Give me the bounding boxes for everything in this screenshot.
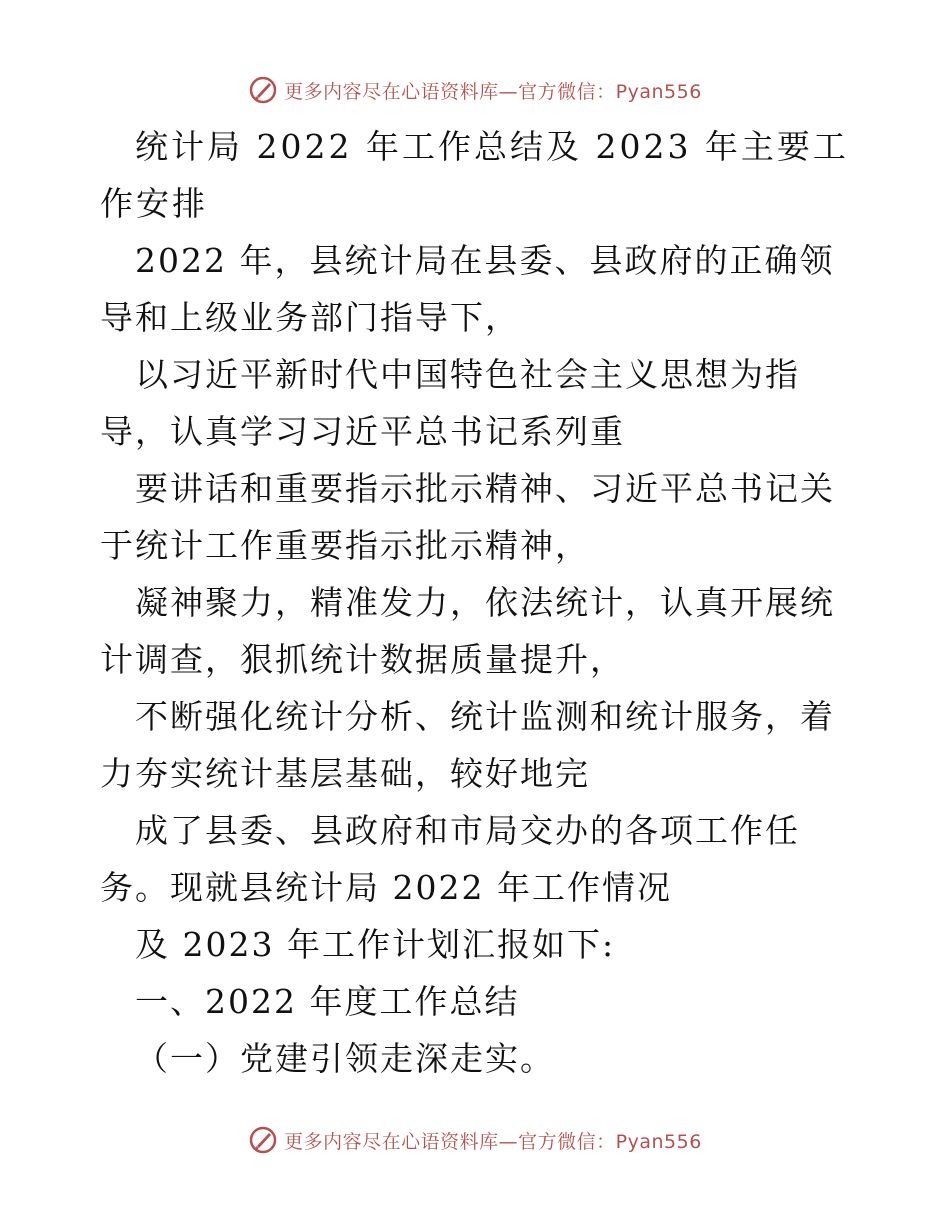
quill-pen-logo-icon — [248, 1125, 278, 1155]
header-banner-text: 更多内容尽在心语资料库—官方微信：Pyan556 — [284, 80, 702, 103]
footer-banner — [0, 1120, 950, 1160]
quill-pen-logo-icon — [248, 75, 278, 105]
section-heading-1: 一、2022 年度工作总结 — [135, 982, 520, 1021]
paragraph-4: 凝神聚力，精准发力，依法统计，认真开展统计调查，狠抓统计数据质量提升， — [100, 583, 835, 679]
paragraph-3: 要讲话和重要指示批示精神、习近平总书记关于统计工作重要指示批示精神， — [100, 469, 835, 565]
paragraph-6: 成了县委、县政府和市局交办的各项工作任务。现就县统计局 2022 年工作情况 — [100, 811, 800, 907]
paragraph-5: 不断强化统计分析、统计监测和统计服务，着力夯实统计基层基础，较好地完 — [100, 697, 835, 793]
paragraph-1: 2022 年，县统计局在县委、县政府的正确领导和上级业务部门指导下， — [100, 241, 835, 337]
subsection-heading-1: （一）党建引领走深走实。 — [135, 1039, 555, 1078]
document-title: 统计局 2022 年工作总结及 2023 年主要工作安排 — [100, 127, 849, 223]
paragraph-2: 以习近平新时代中国特色社会主义思想为指导，认真学习习近平总书记系列重 — [100, 355, 800, 451]
footer-banner-text: 更多内容尽在心语资料库—官方微信：Pyan556 — [284, 1130, 702, 1153]
header-banner — [0, 70, 950, 110]
document-body — [100, 118, 860, 1087]
paragraph-7: 及 2023 年工作计划汇报如下: — [135, 925, 616, 964]
